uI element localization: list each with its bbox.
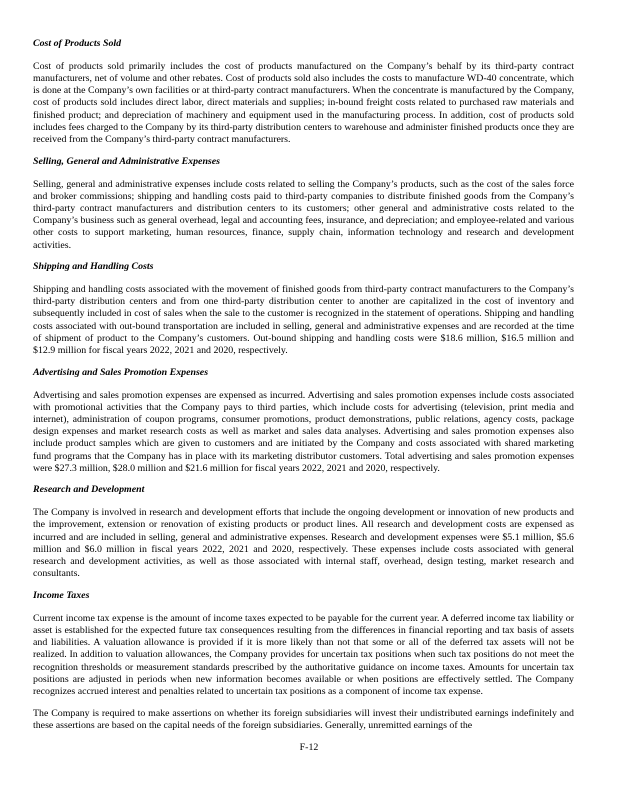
heading-shipping-handling: Shipping and Handling Costs	[33, 261, 154, 273]
page-number: F-12	[299, 741, 319, 753]
paragraph-shipping-handling: Shipping and handling costs associated with the movement of finished goods from third-party contract manufacturers to the Company’s third-party distribution centers and from one third-party distribution center to another are capitalized in the cost of inventory and subsequently included in cost of sales when the sale to the customer is recognized in the statement of operations. Shipping and handling costs associated with out-bound transportation are included in selling, general and administrative expenses and are recorded at the time of shipment of product to the Company’s customers. Out-bound shipping and handling costs were $18.6 million, $16.5 million and $12.9 million for fiscal years 2022, 2021 and 2020, respectively.	[33, 284, 574, 357]
paragraph-research-development: The Company is involved in research and development efforts that include the ongoing development or innovation of new products and the improvement, extension or renovation of existing products or product lines. All research and development costs are expensed as incurred and are included in selling, general and administrative expenses. Research and development expenses were $5.1 million, $5.6 million and $6.0 million in fiscal years 2022, 2021 and 2020, respectively. These expenses include costs associated with general research and development activities, as well as those associated with internal staff, overhead, design testing, market research and consultants.	[33, 507, 574, 580]
heading-research-development: Research and Development	[33, 484, 145, 496]
heading-sga-expenses: Selling, General and Administrative Expenses	[33, 155, 221, 167]
paragraph-advertising: Advertising and sales promotion expenses are expensed as incurred. Advertising and sales promotion expenses include costs associated with promotional activities that the Company pays to third parties, which include costs for advertising (television, print media and internet), administration of coupon programs, consumer promotions, product demonstrations, public relations, agency costs, package design expenses and market research costs as well as market and sales data analyses. Advertising and sales promotion expenses also include product samples which are given to customers and are initiated by the Company and costs associated with shared marketing fund programs that the Company has in place with its marketing distributor customers. Total advertising and sales promotion expenses were $27.3 million, $28.0 million and $21.6 million for fiscal years 2022, 2021 and 2020, respectively.	[33, 389, 574, 474]
paragraph-income-taxes-2: The Company is required to make assertions on whether its foreign subsidiaries will invest their undistributed earnings indefinitely and these assertions are based on the capital needs of the foreign subsidiaries. Generally, unremitted earnings of the	[33, 707, 574, 731]
paragraph-cost-of-products-sold: Cost of products sold primarily includes the cost of products manufactured on the Company’s behalf by its third-party contract manufacturers, net of volume and other rebates. Cost of products sold also includes the costs to manufacture WD-40 concentrate, which is done at the Company’s own facilities or at third-party contract manufacturers. When the concentrate is manufactured by the Company, cost of products sold includes direct labor, direct materials and supplies; in-bound freight costs related to purchased raw materials and finished product; and depreciation of machinery and equipment used in the manufacturing process. In addition, cost of products sold includes fees charged to the Company by its third-party distribution centers to warehouse and administer finished products once they are received from the Company’s third-party contract manufacturers.	[33, 60, 574, 146]
heading-income-taxes: Income Taxes	[33, 589, 90, 601]
heading-advertising: Advertising and Sales Promotion Expenses	[33, 366, 209, 378]
heading-cost-of-products-sold: Cost of Products Sold	[33, 38, 122, 49]
paragraph-sga-expenses: Selling, general and administrative expenses include costs related to selling the Company’s products, such as the cost of the sales force and broker commissions; shipping and handling costs paid to third-party companies to distribute finished goods from the Company’s third-party contract manufacturers and distribution centers to its customers; other general and administrative costs related to the Company’s business such as general overhead, legal and accounting fees, insurance, and depreciation; and employee-related and various other costs to support marketing, human resources, finance, supply chain, information technology and research and development activities.	[33, 178, 574, 251]
paragraph-income-taxes-1: Current income tax expense is the amount of income taxes expected to be payable for the current year. A deferred income tax liability or asset is established for the expected future tax consequences resulting from the differences in financial reporting and tax basis of assets and liabilities. A valuation allowance is provided if it is more likely than not that some or all of the deferred tax assets will not be realized. In addition to valuation allowances, the Company provides for uncertain tax positions when such tax positions do not meet the recognition thresholds or measurement standards prescribed by the authoritative guidance on income taxes. Amounts for uncertain tax positions are adjusted in periods when new information becomes available or when positions are effectively settled. The Company recognizes accrued interest and penalties related to uncertain tax positions as a component of income tax expense.	[33, 612, 574, 697]
